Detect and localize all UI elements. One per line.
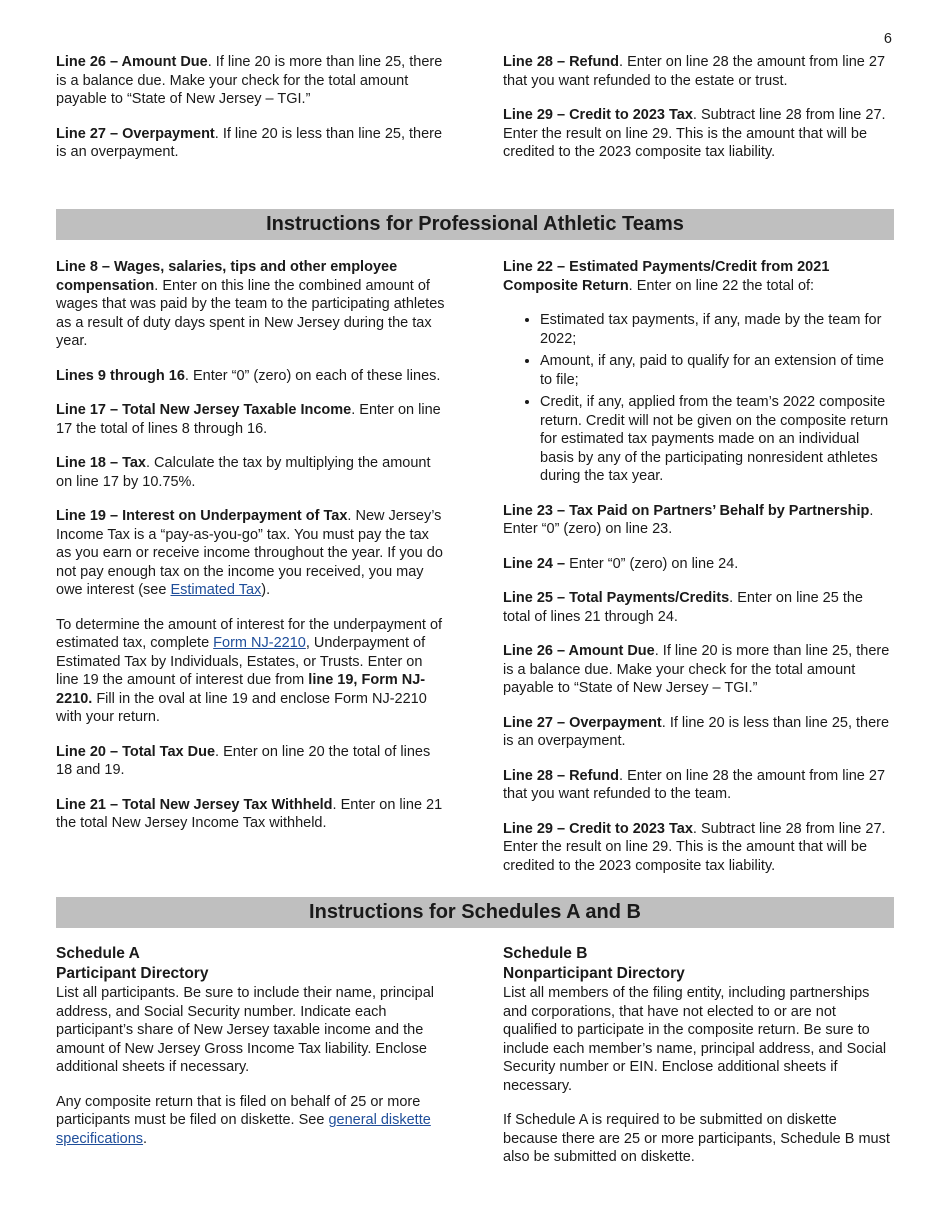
line-22-paragraph: Line 22 – Estimated Payments/Credit from 2021 Composite Return. Enter on line 22 the total of: (503, 259, 830, 294)
line-19-paragraph: Line 19 – Interest on Underpayment of Tax. New Jersey’s Income Tax is a “pay-as-you-go” tax. You must pay the tax as you earn or receive income throughout the year. If you do not pay enough tax on the income you received, you may owe interest (see Estimated Tax). (56, 508, 443, 598)
schedules-heading: Instructions for Schedules A and B (56, 897, 894, 928)
schedule-a-body: List all participants. Be sure to include their name, principal address, and Social Security number. Indicate each participant’s share of New Jersey taxable income and the amount of New Jersey Gross Income Tax liability. Enclose additional sheets if necessary. (56, 985, 434, 1075)
form-nj-2210-link[interactable]: Form NJ-2210 (213, 635, 306, 651)
list-item: • Estimated tax payments, if any, made by the team for 2022; (540, 311, 893, 348)
schedule-b-title: Schedule B (503, 945, 588, 962)
diskette-specifications-link[interactable]: general diskette specifications (56, 1112, 431, 1147)
line-17-paragraph: Line 17 – Total New Jersey Taxable Income. Enter on line 17 the total of lines 8 through 16. (56, 402, 441, 437)
lines-9-16-paragraph: Lines 9 through 16. Enter “0” (zero) on each of these lines. (56, 367, 441, 384)
line-8-paragraph: Line 8 – Wages, salaries, tips and other employee compensation. Enter on this line the combined amount of wages that was paid by the team to the participating athletes as a result of duty days spent in New Jersey during the tax year. (56, 259, 445, 349)
athletic-teams-heading: Instructions for Professional Athletic Teams (56, 209, 894, 240)
schedule-a-subtitle: Participant Directory (56, 965, 209, 982)
top-left-column (56, 53, 446, 178)
list-item: • Amount, if any, paid to qualify for an extension of time to file; (540, 352, 893, 389)
line-26-paragraph: Line 26 – Amount Due. If line 20 is more than line 25, there is a balance due. Make your check for the total amount payable to “State of New Jersey – TGI.” (503, 643, 890, 696)
page-number: 6 (883, 31, 892, 47)
line-24-paragraph: Line 24 – Enter “0” (zero) on line 24. (503, 555, 739, 572)
schedule-b-column (503, 944, 893, 1183)
schedule-a-note: Any composite return that is filed on behalf of 25 or more participants must be filed on diskette. See general diskette specifications. (56, 1093, 431, 1147)
line-29-paragraph: Line 29 – Credit to 2023 Tax. Subtract line 28 from line 27. Enter the result on line 29. This is the amount that will be credited to the 2023 composite tax liability. (503, 107, 886, 160)
estimated-tax-link[interactable]: Estimated Tax (170, 582, 262, 598)
schedule-b-body: List all members of the filing entity, including partnerships and corporations, that have not elected to or are not qualified to participate in the composite return. Be sure to include each member’s name, principal address, and Social Security number or EIN. Enclose additional sheets if necessary. (503, 985, 887, 1094)
line-26-paragraph: Line 26 – Amount Due. If line 20 is more than line 25, there is a balance due. Make your check for the total amount payable to “State of New Jersey – TGI.” (56, 54, 443, 107)
schedule-b-subtitle: Nonparticipant Directory (503, 965, 685, 982)
athletic-right-column (503, 258, 893, 891)
interest-paragraph: To determine the amount of interest for the underpayment of estimated tax, complete Form NJ-2210, Underpayment of Estimated Tax by Individuals, Estates, or Trusts. Enter on line 19 the amount of interest due from line 19, Form NJ-2210. Fill in the oval at line 19 and enclose Form NJ-2210 with your return. (56, 616, 443, 725)
schedule-a-title: Schedule A (56, 945, 140, 962)
line-27-paragraph: Line 27 – Overpayment. If line 20 is less than line 25, there is an overpayment. (503, 714, 890, 749)
line-25-paragraph: Line 25 – Total Payments/Credits. Enter on line 25 the total of lines 21 through 24. (503, 590, 863, 625)
athletic-left-column (56, 258, 446, 849)
line-18-paragraph: Line 18 – Tax. Calculate the tax by multiplying the amount on line 17 by 10.75%. (56, 455, 431, 490)
line-28-paragraph: Line 28 – Refund. Enter on line 28 the amount from line 27 that you want refunded to the estate or trust. (503, 54, 886, 89)
line-27-paragraph: Line 27 – Overpayment. If line 20 is less than line 25, there is an overpayment. (56, 125, 443, 160)
line-20-paragraph: Line 20 – Total Tax Due. Enter on line 20 the total of lines 18 and 19. (56, 743, 431, 778)
line-28-paragraph: Line 28 – Refund. Enter on line 28 the amount from line 27 that you want refunded to the team. (503, 767, 886, 802)
list-item: • Credit, if any, applied from the team’s 2022 composite return. Credit will not be given on the composite return for estimated tax payments made on an individual basis by any of the participating nonresident athletes during the tax year. (540, 393, 893, 486)
line-21-paragraph: Line 21 – Total New Jersey Tax Withheld. Enter on line 21 the total New Jersey Income Tax withheld. (56, 796, 443, 831)
line-23-paragraph: Line 23 – Tax Paid on Partners’ Behalf by Partnership. Enter “0” (zero) on line 23. (503, 502, 874, 537)
line-22-list (503, 311, 893, 486)
schedule-b-note: If Schedule A is required to be submitted on diskette because there are 25 or more participants, Schedule B must also be submitted on diskette. (503, 1112, 890, 1165)
schedule-a-column (56, 944, 446, 1164)
top-right-column (503, 53, 893, 178)
line-29-paragraph: Line 29 – Credit to 2023 Tax. Subtract line 28 from line 27. Enter the result on line 29. This is the amount that will be credited to the 2023 composite tax liability. (503, 820, 886, 874)
